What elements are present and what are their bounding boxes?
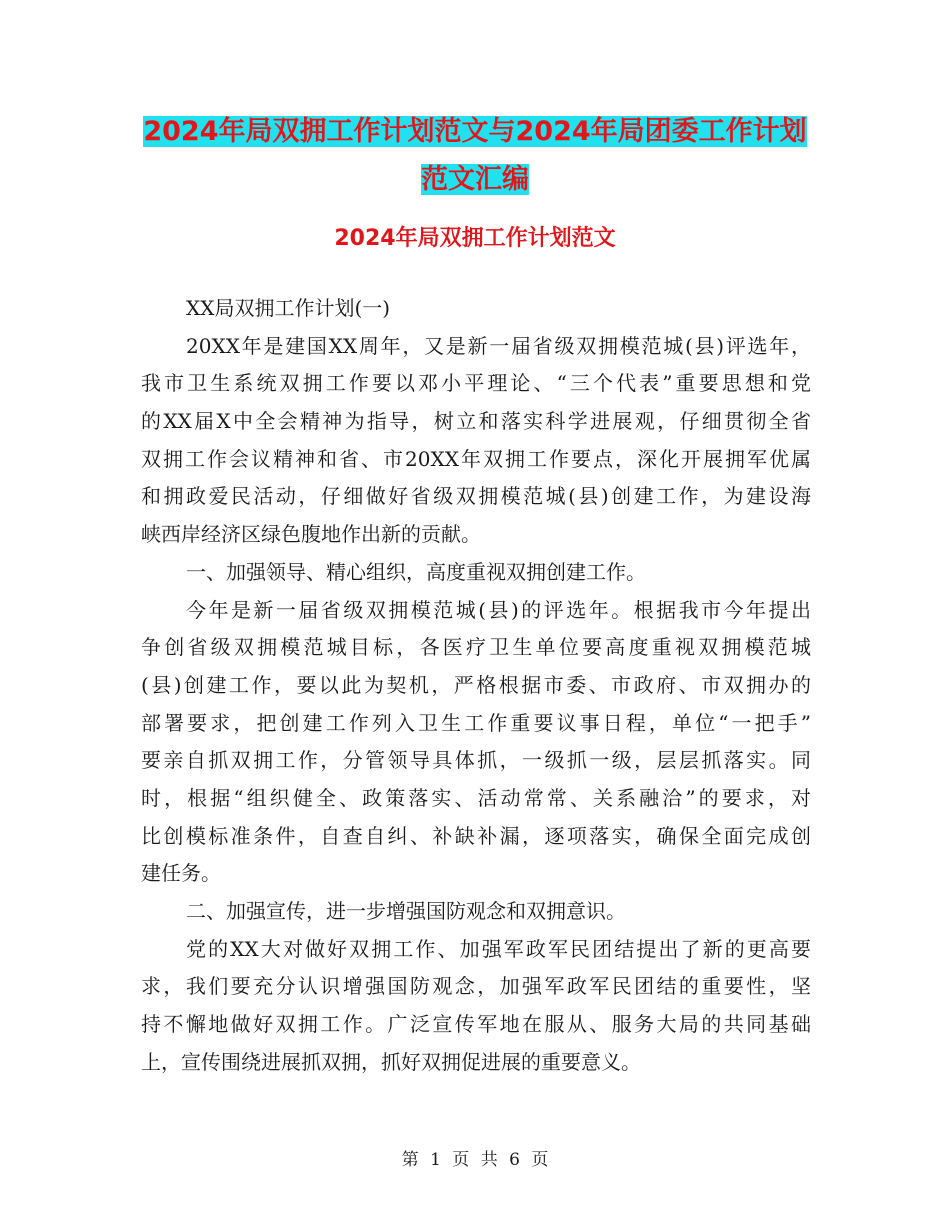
document-title <box>0 108 950 204</box>
paragraph-line: 要亲自抓双拥工作，分管领导具体抓，一级抓一级，层层抓落实。同 <box>141 748 811 773</box>
paragraph-line: 我市卫生系统双拥工作要以邓小平理论、“三个代表”重要思想和党 <box>141 371 811 396</box>
plan-heading: XX局双拥工作计划(一) <box>186 296 391 320</box>
paragraph-line: 争创省级双拥模范城目标，各医疗卫生单位要高度重视双拥模范城 <box>141 635 811 660</box>
section-heading-1: 一、加强领导、精心组织，高度重视双拥创建工作。 <box>186 559 646 584</box>
paragraph-line: 持不懈地做好双拥工作。广泛宣传军地在服从、服务大局的共同基础 <box>141 1012 811 1037</box>
document-title-line-2: 范文汇编 <box>421 164 529 195</box>
section-heading-2: 二、加强宣传，进一步增强国防观念和双拥意识。 <box>186 899 626 923</box>
document-title-line-1: 2024年局双拥工作计划范文与2024年局团委工作计划 <box>143 116 807 147</box>
paragraph-line: 求，我们要充分认识增强国防观念，加强军政军民团结的重要性，坚 <box>141 974 811 999</box>
paragraph-line: 今年是新一届省级双拥模范城(县)的评选年。根据我市今年提出 <box>186 597 811 622</box>
paragraph-line: 建任务。 <box>141 861 221 886</box>
paragraph-line: 双拥工作会议精神和省、市20XX年双拥工作要点，深化开展拥军优属 <box>141 446 811 471</box>
paragraph-line: 20XX年是建国XX周年，又是新一届省级双拥模范城(县)评选年， <box>186 333 811 358</box>
section-title: 2024年局双拥工作计划范文 <box>334 226 616 251</box>
paragraph-line: 部署要求，把创建工作列入卫生工作重要议事日程，单位“一把手” <box>141 710 811 735</box>
page-number: 第 1 页 共 6 页 <box>401 1150 549 1170</box>
paragraph-line: 时，根据“组织健全、政策落实、活动常常、关系融洽”的要求，对 <box>141 785 811 810</box>
paragraph-line: 的XX届X中全会精神为指导，树立和落实科学进展观，仔细贯彻全省 <box>141 409 811 434</box>
paragraph-line: 和拥政爱民活动，仔细做好省级双拥模范城(县)创建工作，为建设海 <box>141 484 811 509</box>
paragraph-line: 峡西岸经济区绿色腹地作出新的贡献。 <box>141 522 481 547</box>
paragraph-line: (县)创建工作，要以此为契机，严格根据市委、市政府、市双拥办的 <box>141 672 811 697</box>
paragraph-line: 比创模标准条件，自查自纠、补缺补漏，逐项落实，确保全面完成创 <box>141 823 811 848</box>
paragraph-line: 上，宣传围绕进展抓双拥，抓好双拥促进展的重要意义。 <box>141 1049 641 1074</box>
document-body <box>141 290 811 1081</box>
paragraph-line: 党的XX大对做好双拥工作、加强军政军民团结提出了新的更高要 <box>186 936 811 961</box>
